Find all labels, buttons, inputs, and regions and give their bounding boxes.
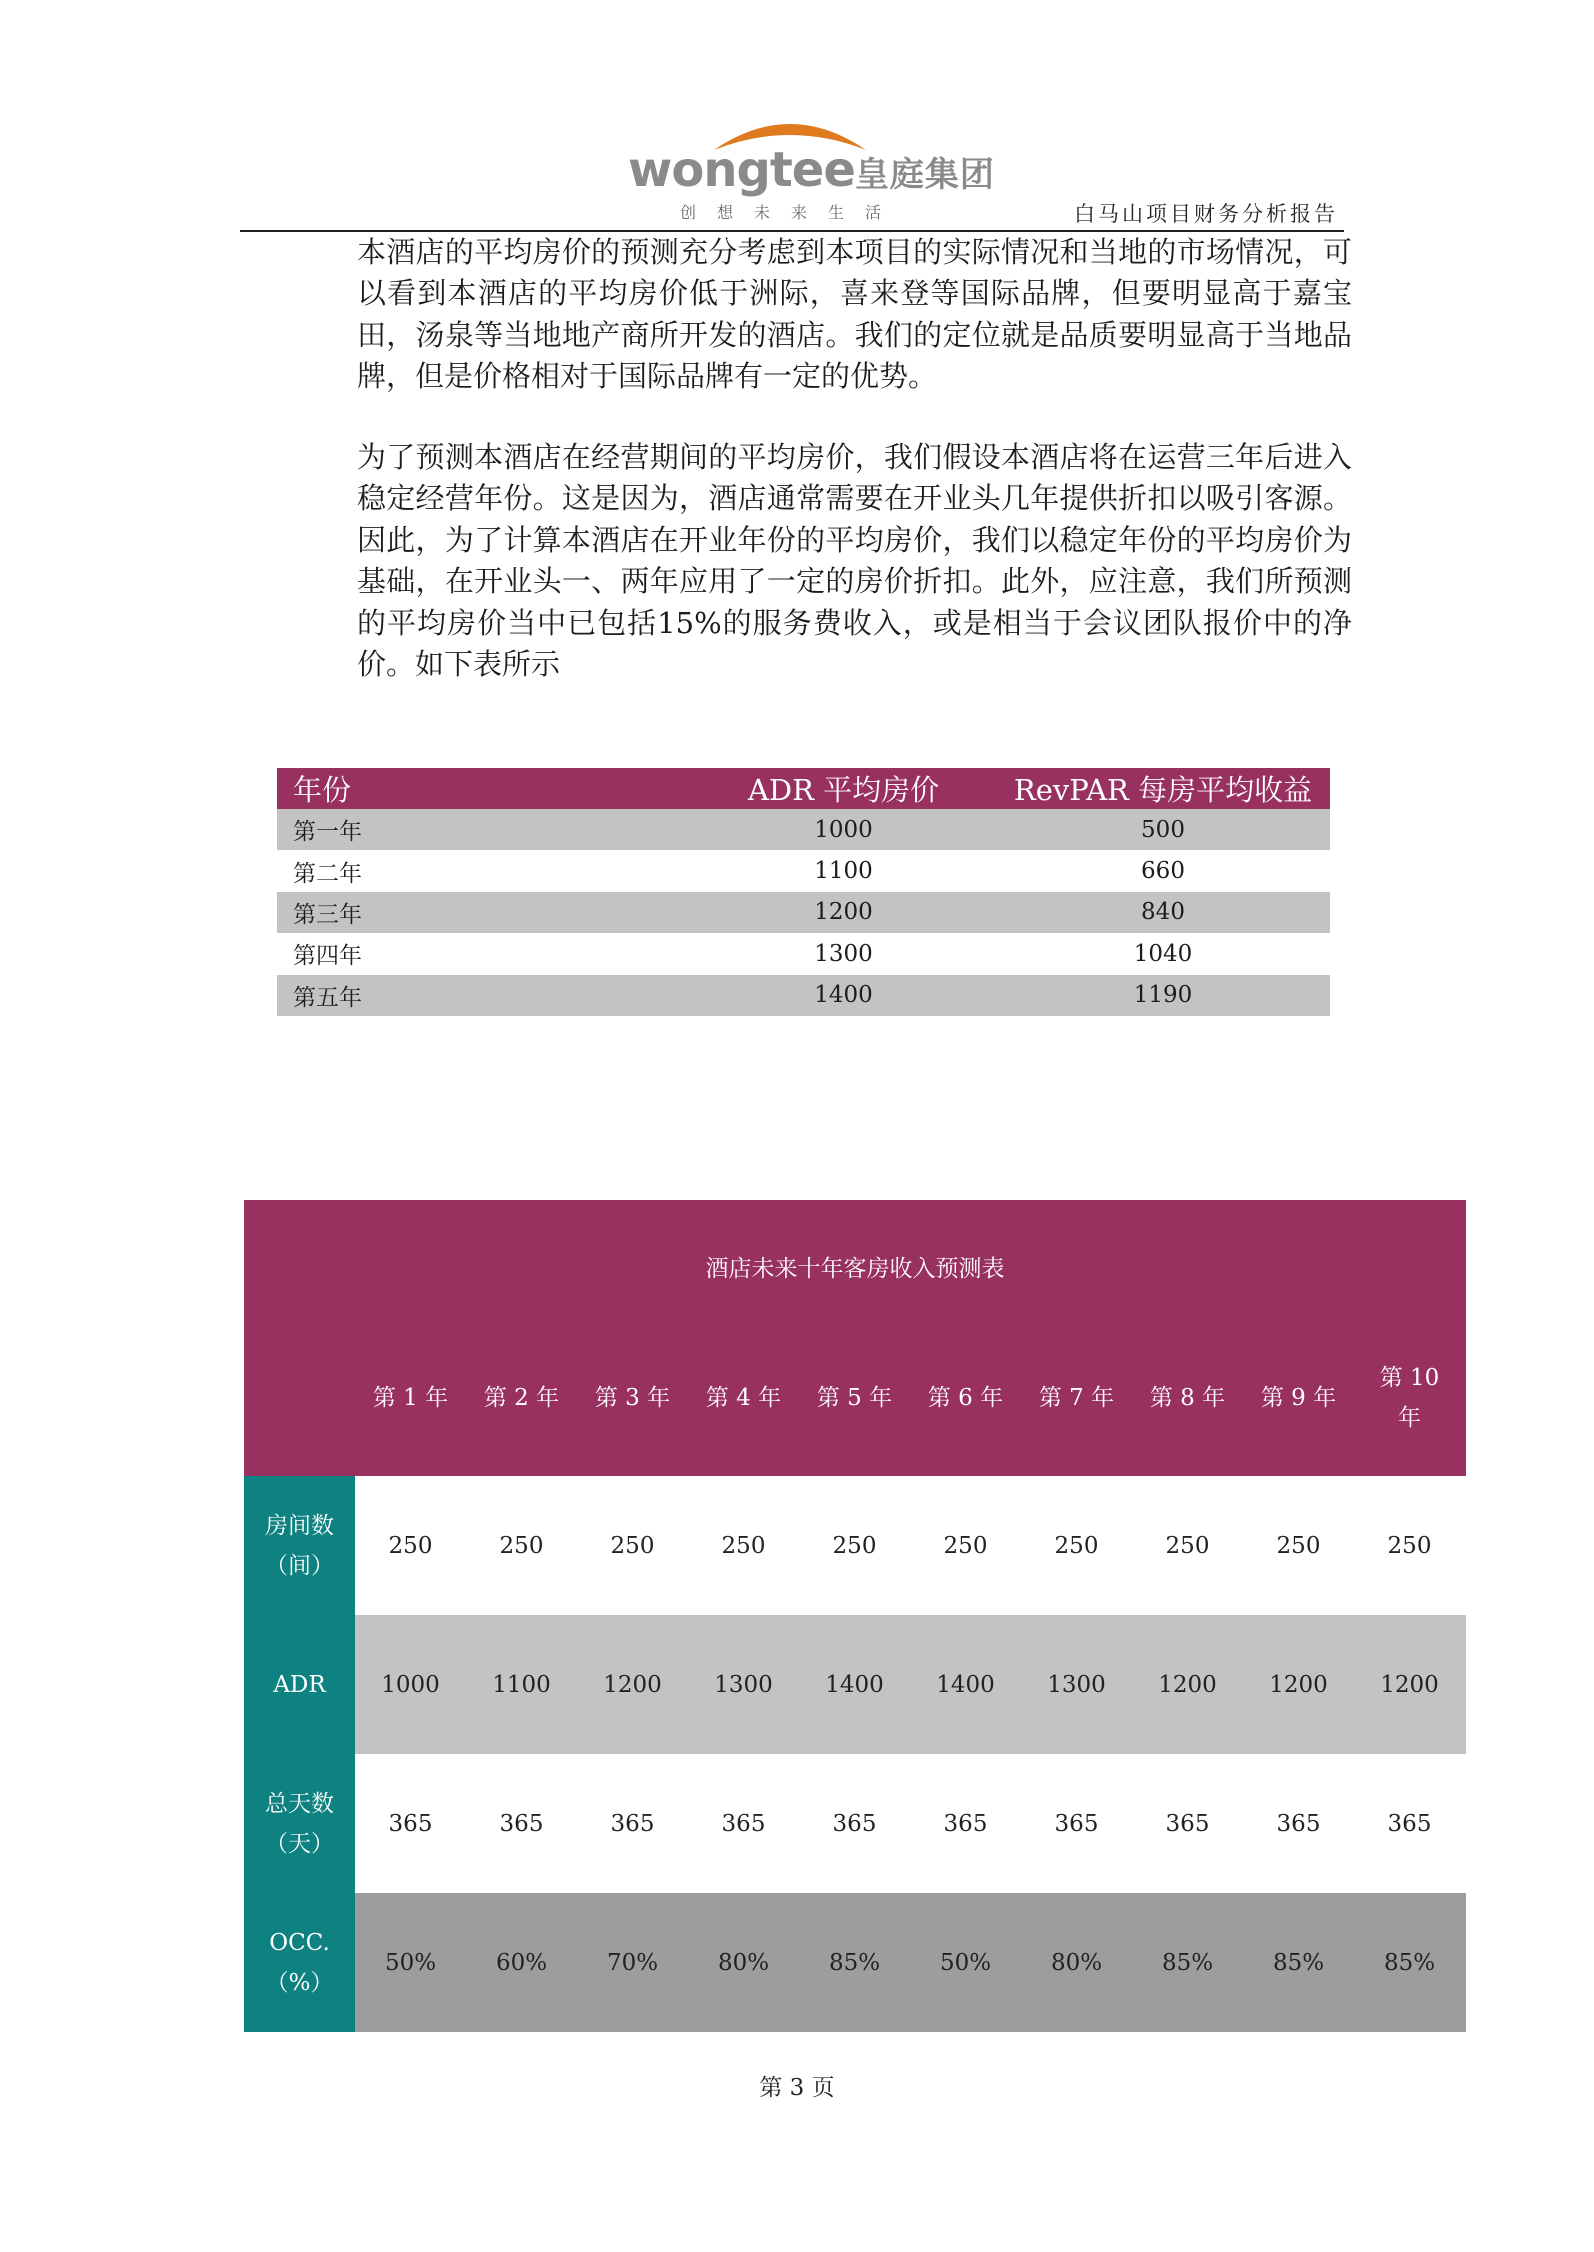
year-column-header: 第 6 年 — [927, 1385, 1004, 1411]
table-cell: 85% — [1161, 1949, 1214, 1976]
header-adr: ADR 平均房价 — [691, 768, 996, 809]
table-cell: 365 — [610, 1810, 655, 1837]
table-row — [277, 892, 1330, 933]
year-column-header: 第 3 年 — [594, 1385, 671, 1411]
table-cell: 1200 — [603, 1671, 662, 1698]
table-cell: 1200 — [1380, 1671, 1439, 1698]
cell-revpar: 500 — [996, 809, 1330, 850]
cell-year: 第四年 — [277, 933, 691, 974]
table-cell: 250 — [499, 1532, 544, 1559]
year-column-header: 第 4 年 — [705, 1385, 782, 1411]
table-cell: 1300 — [714, 1671, 773, 1698]
table-cell: 365 — [1165, 1810, 1210, 1837]
cell-adr: 1300 — [691, 933, 996, 974]
cell-revpar: 1190 — [996, 975, 1330, 1016]
table-cell: 250 — [1165, 1532, 1210, 1559]
table-cell: 70% — [606, 1949, 659, 1976]
table-cell: 250 — [1054, 1532, 1099, 1559]
table-cell: 1400 — [936, 1671, 995, 1698]
table-row-rooms — [244, 1476, 1466, 1615]
table-cell: 50% — [939, 1949, 992, 1976]
logo-cn-text: 皇庭集团 — [854, 155, 995, 195]
logo-en-text: wongtee — [628, 142, 855, 198]
table-cell: 365 — [721, 1810, 766, 1837]
room-revenue-forecast-table — [244, 1200, 1466, 2033]
table-cell: 1200 — [1158, 1671, 1217, 1698]
table-cell: 250 — [721, 1532, 766, 1559]
table-cell: 365 — [499, 1810, 544, 1837]
paragraph-positioning: 本酒店的平均房价的预测充分考虑到本项目的实际情况和当地的市场情况，可以看到本酒店的平均房价低于洲际，喜来登等国际品牌，但要明显高于嘉宝田，汤泉等当地地产商所开发的酒店。我们的定位就是品质要明显高于当地品牌，但是价格相对于国际品牌有一定的优势。 — [357, 235, 1352, 394]
row-header-days: 总天数（天） — [244, 1754, 355, 1893]
table-cell: 85% — [828, 1949, 881, 1976]
table-cell: 250 — [388, 1532, 433, 1559]
table-cell: 250 — [1276, 1532, 1321, 1559]
table-cell: 80% — [717, 1949, 770, 1976]
cell-year: 第一年 — [277, 809, 691, 850]
year-column-header: 第 5 年 — [816, 1385, 893, 1411]
table-cell: 250 — [832, 1532, 877, 1559]
cell-revpar: 1040 — [996, 933, 1330, 974]
logo-wordmark — [628, 142, 995, 198]
year-column-header: 第 8 年 — [1149, 1385, 1226, 1411]
cell-adr: 1100 — [691, 850, 996, 891]
header-year: 年份 — [277, 768, 691, 809]
company-logo — [628, 112, 995, 222]
row-header-occupancy: OCC.（%） — [244, 1893, 355, 2032]
table-cell: 1200 — [1269, 1671, 1328, 1698]
table-cell: 250 — [1387, 1532, 1432, 1559]
table-cell: 85% — [1272, 1949, 1325, 1976]
year-column-header: 第 9 年 — [1260, 1385, 1337, 1411]
table-row-days — [244, 1754, 1466, 1893]
cell-year: 第三年 — [277, 892, 691, 933]
table-cell: 50% — [384, 1949, 437, 1976]
table-cell: 1100 — [492, 1671, 551, 1698]
table-cell: 1300 — [1047, 1671, 1106, 1698]
cell-year: 第二年 — [277, 850, 691, 891]
table-cell: 1000 — [381, 1671, 440, 1698]
cell-adr: 1200 — [691, 892, 996, 933]
table-cell: 365 — [388, 1810, 433, 1837]
year-column-header: 第 1 年 — [372, 1385, 449, 1411]
table-row — [277, 975, 1330, 1016]
paragraph-adr-assumption: 为了预测本酒店在经营期间的平均房价，我们假设本酒店将在运营三年后进入稳定经营年份。这是因为，酒店通常需要在开业头几年提供折扣以吸引客源。因此，为了计算本酒店在开业年份的平均房价，我们以稳定年份的平均房价为基础，在开业头一、两年应用了一定的房价折扣。此外，应注意，我们所预测的平均房价当中已包括15%的服务费收入，或是相当于会议团队报价中的净价。如下表所示 — [357, 440, 1352, 682]
table-row — [277, 850, 1330, 891]
table-row-adr — [244, 1615, 1466, 1754]
cell-year: 第五年 — [277, 975, 691, 1016]
table-cell: 85% — [1383, 1949, 1436, 1976]
row-header-rooms: 房间数（间） — [244, 1476, 355, 1615]
table-cell: 1400 — [825, 1671, 884, 1698]
adr-revpar-table — [277, 768, 1330, 1016]
page-number: 第 3 页 — [759, 2075, 835, 2101]
report-title: 白马山项目财务分析报告 — [1074, 202, 1338, 226]
year-column-header: 第 7 年 — [1038, 1385, 1115, 1411]
table-cell: 80% — [1050, 1949, 1103, 1976]
table-row — [277, 809, 1330, 850]
cell-adr: 1400 — [691, 975, 996, 1016]
table-cell: 60% — [495, 1949, 548, 1976]
forecast-table-header — [244, 1200, 1466, 1476]
table-cell: 250 — [943, 1532, 988, 1559]
table-cell: 365 — [1276, 1810, 1321, 1837]
cell-adr: 1000 — [691, 809, 996, 850]
cell-revpar: 840 — [996, 892, 1330, 933]
logo-slogan: 创想未来生活 — [680, 203, 903, 222]
year-column-header: 第 2 年 — [483, 1385, 560, 1411]
table-header-row — [277, 768, 1330, 809]
table-cell: 365 — [943, 1810, 988, 1837]
table-cell: 250 — [610, 1532, 655, 1559]
year-column-header: 第 10 年 — [1379, 1365, 1440, 1431]
table-cell: 365 — [832, 1810, 877, 1837]
table-row — [277, 933, 1330, 974]
table-row-occupancy — [244, 1893, 1466, 2032]
cell-revpar: 660 — [996, 850, 1330, 891]
table-cell: 365 — [1387, 1810, 1432, 1837]
forecast-table-title: 酒店未来十年客房收入预测表 — [705, 1256, 1005, 1282]
table-cell: 365 — [1054, 1810, 1099, 1837]
header-revpar: RevPAR 每房平均收益 — [996, 768, 1330, 809]
row-header-adr: ADR — [244, 1615, 355, 1754]
